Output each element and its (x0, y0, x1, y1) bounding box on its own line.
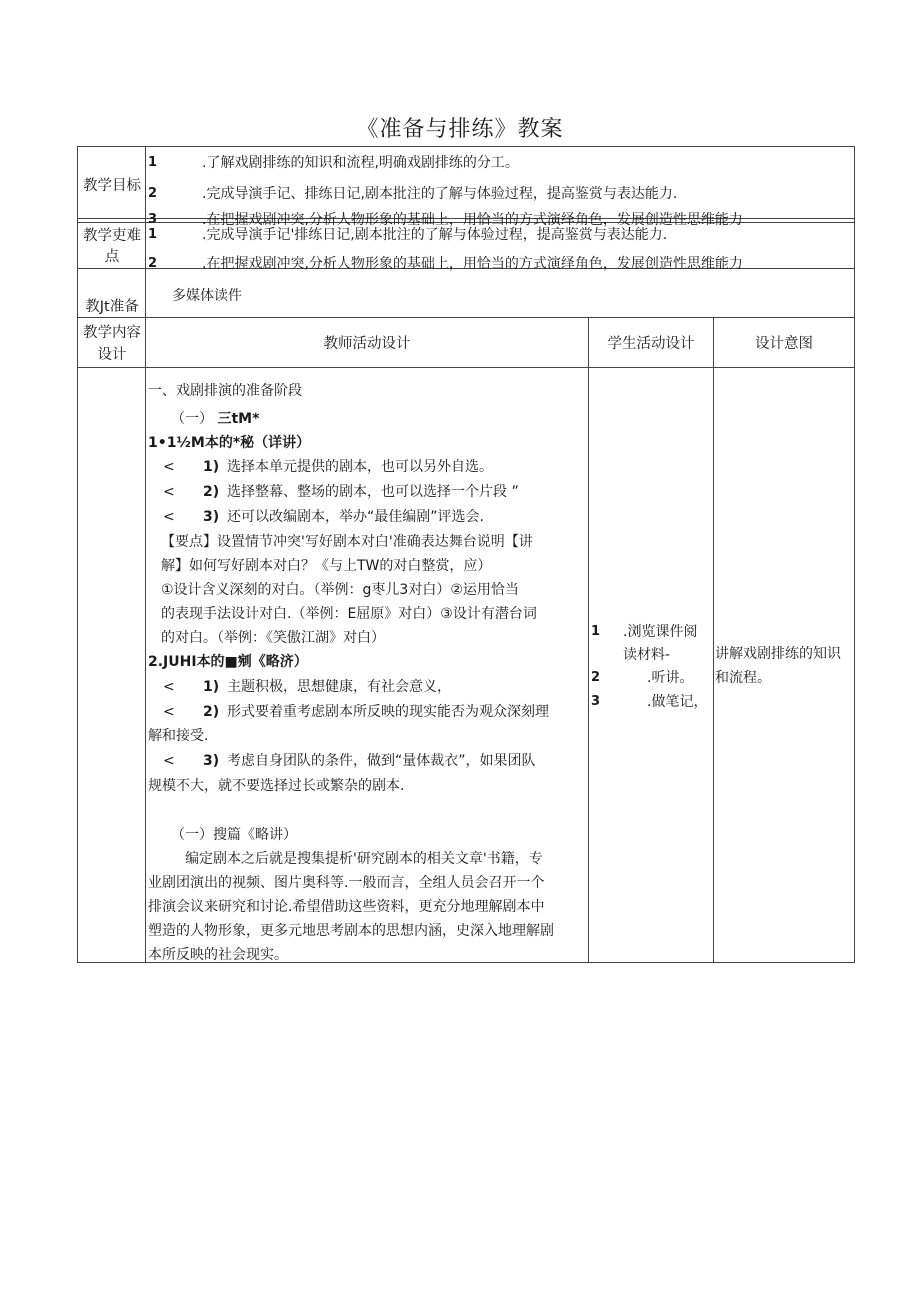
bullet-number: 3) (203, 509, 220, 525)
goal-number: 1 (148, 155, 158, 170)
bullet-number: 2) (203, 484, 220, 500)
section-heading: 一、戏剧排演的准备阶段 (148, 383, 302, 399)
header-design-intent: 设计意图 (755, 336, 813, 352)
bullet-text: 形式要着重考虑剧本所反映的现实能否为观众深刻理 (227, 704, 549, 720)
item-heading: 1•1½M本的*秘（详讲） (148, 435, 311, 451)
design-intent-text: 和流程。 (715, 670, 771, 686)
header-student-activity: 学生活动设计 (607, 336, 695, 352)
student-item-text: 读材料- (623, 647, 671, 663)
key-point-line: 的表现手法设计对白.（举例：E屈原》对白）③设计有潜台词 (161, 606, 537, 622)
student-item-text: .听讲。 (647, 670, 694, 686)
item-heading: 2.JUHI本的■剜《略济） (148, 654, 308, 670)
paragraph-line: 本所反映的社会现实。 (148, 947, 288, 963)
goal-number: 3 (148, 212, 158, 227)
column-divider (713, 317, 714, 963)
paragraph-line: 塑造的人物形象，更多元地思考剧本的思想内涵，史深入地理解剧 (148, 923, 554, 939)
column-divider (588, 317, 589, 963)
student-item-number: 3 (591, 694, 601, 709)
bullet-text: 选择本单元提供的剧本，也可以另外自选。 (227, 459, 493, 475)
bullet-text: 选择整幕、整场的剧本，也可以选择一个片段 ” (227, 484, 519, 500)
header-teacher-activity: 教师活动设计 (323, 336, 411, 352)
bullet-text: 主题积极，思想健康，有社会意义， (227, 679, 451, 695)
goals-list (146, 147, 854, 228)
table-border-left (77, 146, 78, 963)
table-border-right (854, 146, 855, 963)
bullet-number: 1) (203, 459, 220, 475)
goal-text: .完成导演手记、排练日记,剧本批注的了解与体验过程，提高鉴赏与表达能力. (202, 186, 678, 202)
prep-value: 多媒体读件 (172, 288, 242, 304)
bullet-number: 1) (203, 679, 220, 695)
header-content-design-cont: 设计 (97, 347, 127, 363)
bullet-mark: < (163, 679, 175, 695)
page-title: 《准备与排练》教案 (356, 117, 564, 142)
student-item-text: .做笔记， (647, 694, 708, 710)
difficulty-number: 2 (148, 256, 158, 271)
difficulty-label-cont: 点 (104, 249, 120, 265)
bullet-text: 考虑自身团队的条件，做到“量体裁衣”，如果团队 (227, 753, 536, 769)
difficulty-text: .在把握戏剧冲突,分析人物形象的基础上，用恰当的方式演绎角色，发展创造性思维能力 (202, 256, 743, 272)
paragraph-line: 编定剧本之后就是搜集提析'研究剧本的相关文章'书籍，专 (185, 851, 543, 867)
subsection-heading: （一）搜篇《略讲） (171, 827, 297, 843)
student-item-number: 1 (591, 624, 601, 639)
difficulty-text: .完成导演手记'排练日记,剧本批注的了解与体验过程，提高鉴赏与表达能力. (202, 227, 668, 243)
bullet-text-cont: 解和接受. (148, 728, 209, 744)
student-item-number: 2 (591, 670, 601, 685)
difficulty-label: 教学吏难 (83, 228, 141, 244)
goal-text: .在把握戏剧冲突,分析人物形象的基础上，用恰当的方式演绎角色，发展创造性思维能力 (202, 212, 743, 228)
row-divider (77, 367, 855, 368)
bullet-mark: < (163, 704, 175, 720)
paragraph-line: 排演会议来研究和讨论.希望借助这些资料，更充分地理解剧本中 (148, 899, 545, 915)
student-item-text: .浏览课件阅 (623, 624, 698, 640)
bullet-text-cont: 规模不大，就不要选择过长或繁杂的剧本. (148, 778, 405, 794)
difficulty-number: 1 (148, 227, 158, 242)
goal-text: .了解戏剧排练的知识和流程,明确戏剧排练的分工。 (202, 155, 519, 171)
key-point-line: ①设计含义深刻的对白。（举例：g枣儿3对白）②运用恰当 (161, 582, 519, 598)
bullet-mark: < (163, 753, 175, 769)
subsection-heading: （一） 三tM* (171, 411, 260, 427)
key-point-line: 的对白。（举例：《笑傲江湖》对白） (161, 630, 385, 646)
key-point-line: 解】如何写好剧本对白？《与上TW的对白整赏，应） (161, 558, 492, 574)
goals-label: 教学目标 (83, 178, 141, 194)
lesson-plan-table (77, 146, 855, 963)
row-divider (77, 317, 855, 318)
design-intent-text: 讲解戏剧排练的知识 (715, 646, 841, 662)
bullet-mark: < (163, 509, 175, 525)
prep-label: 教Jt准备 (85, 299, 139, 315)
bullet-number: 2) (203, 704, 220, 720)
header-content-design: 教学内容 (83, 325, 141, 341)
difficulty-list (146, 223, 854, 272)
bullet-text: 还可以改编剧本，举办“最佳编剧”评选会. (227, 509, 484, 525)
bullet-mark: < (163, 459, 175, 475)
bullet-mark: < (163, 484, 175, 500)
column-divider (145, 146, 146, 963)
goal-number: 2 (148, 186, 158, 201)
paragraph-line: 业剧团演出的视频、图片奥科等.一般而言，全组人员会召开一个 (148, 875, 545, 891)
key-point-line: 【要点】设置情节冲突'写好剧本对白'准确表达舞台说明【讲 (161, 534, 533, 550)
bullet-number: 3) (203, 753, 220, 769)
